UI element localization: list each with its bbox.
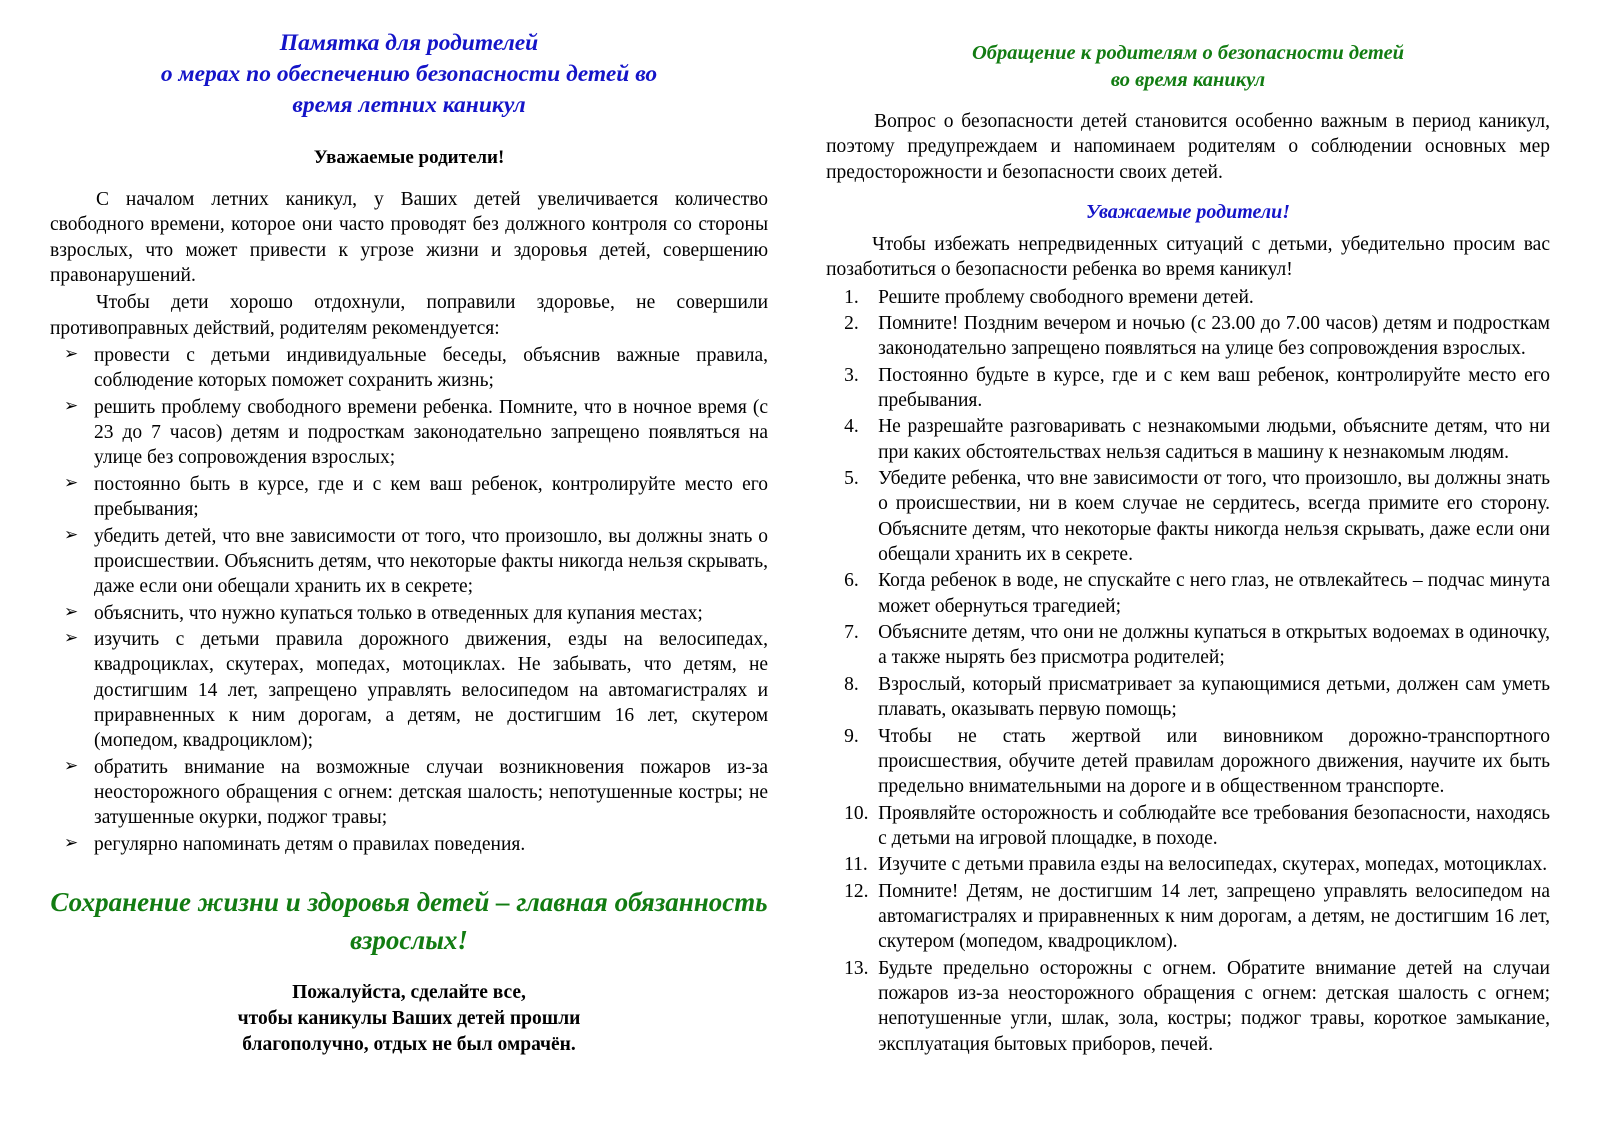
list-item-text: провести с детьми индивидуальные беседы, объяснив важные правила, соблюдение которых поможет сохранить жизнь; [94,345,769,392]
list-item [826,285,1550,310]
list-item-number: 13. [844,957,869,979]
list-item [826,801,1550,852]
list-item-number: 4. [844,416,859,438]
list-item [50,627,768,754]
list-item-number: 9. [844,725,859,747]
list-item-number: 6. [844,570,859,592]
list-item [826,956,1550,1057]
list-item-text: Объясните детям, что они не должны купаться в открытых водоемах в одиночку, а также нырять без присмотра родителей; [878,622,1550,669]
left-closing-block [50,980,768,1058]
list-item-text: регулярно напоминать детям о правилах поведения. [94,833,526,855]
right-salutation: Уважаемые родители! [1086,200,1291,223]
list-item [50,472,768,523]
list-item-number: 10. [844,802,869,824]
list-item-number: 3. [844,364,859,386]
list-item-text: Помните! Поздним вечером и ночью (с 23.00 до 7.00 часов) детям и подросткам законодательно запрещено появляться на улице без сопровождения взрослых. [878,313,1550,360]
list-item [50,524,768,600]
arrow-bullet-icon: ➢ [64,832,79,852]
list-item [50,832,768,857]
list-item [826,620,1550,671]
list-item-text: Проявляйте осторожность и соблюдайте все требования безопасности, находясь с детьми на игровой площадке, в походе. [878,802,1550,849]
left-column [32,28,796,1121]
list-item [826,879,1550,955]
list-item-text: обратить внимание на возможные случаи возникновения пожаров из-за неосторожного обращения с огнем: детская шалость; непотушенные костры; не затушенные окурки, поджог травы; [94,756,769,829]
list-item-number: 12. [844,880,869,902]
list-item-text: Убедите ребенка, что вне зависимости от того, что произошло, вы должны знать о происшествии, ни в коем случае не сердитесь, всегда примите его сторону. Объясните детям, что некоторые факты никогда нельзя скрывать, даже если они обещали хранить их в секрете. [878,468,1550,566]
list-item-text: Будьте предельно осторожны с огнем. Обратите внимание детей на случаи пожаров из-за неосторожного обращения с огнем: детская шалость с огнем; непотушенные угли, шлак, зола, костры; поджог травы, короткое замыкание, эксплуатация бытовых приборов, печей. [878,957,1550,1055]
list-item [50,601,768,626]
list-item-text: Решите проблему свободного времени детей. [878,286,1254,308]
list-item [50,755,768,831]
closing-line-2: чтобы каникулы Ваших детей прошли [237,1007,581,1029]
left-salutation: Уважаемые родители! [313,147,505,169]
right-title-line-2: во время каникул [1110,69,1266,92]
list-item-text: объяснить, что нужно купаться только в отведенных для купания местах; [94,602,703,624]
list-item-text: Чтобы не стать жертвой или виновником дорожно-транспортного происшествия, обучите детей правилам дорожного движения, научите их быть предельно внимательными на дороге и в общественном транспорте. [878,725,1550,798]
arrow-bullet-icon: ➢ [64,627,79,647]
arrow-bullet-icon: ➢ [64,524,79,544]
left-title-line-1: Памятка для родителей [279,30,539,56]
list-item-text: Изучите с детьми правила езды на велосипедах, скутерах, мопедах, мотоциклах. [878,854,1548,876]
list-item [50,343,768,394]
list-item-text: изучить с детьми правила дорожного движения, езды на велосипедах, квадроциклах, скутерах, мопедах, мотоциклах. Не забывать, что детям, не достигшим 14 лет, запрещено управлять велосипедом на автомагистралях и приравненных к ним дорогам, а детям, не достигшим 16 лет, скутером (мопедом, квадроциклом); [94,628,769,752]
list-item-number: 8. [844,673,859,695]
list-item [826,672,1550,723]
list-item [826,568,1550,619]
right-column [796,28,1568,1121]
left-paragraph-2: Чтобы дети хорошо отдохнули, поправили здоровье, не совершили противоправных действий, родителям рекомендуется: [50,292,769,339]
left-title-line-2: о мерах по обеспечению безопасности детей во [160,61,658,88]
list-item-text: Взрослый, который присматривает за купающимися детьми, должен сам уметь плавать, оказывать первую помощь; [878,673,1550,721]
list-item-number: 7. [844,622,859,644]
left-title-line-3: время летних каникул [292,92,526,119]
left-green-banner [50,883,768,960]
arrow-bullet-icon: ➢ [64,395,79,415]
right-title [826,40,1550,95]
list-item-text: решить проблему свободного времени ребенка. Помните, что в ночное время (с 23 до 7 часов) детям и подросткам законодательно запрещено появляться на улице без сопровождения взрослых; [94,396,769,469]
arrow-bullet-icon: ➢ [64,755,79,775]
arrow-bullet-icon: ➢ [64,601,79,621]
list-item [826,466,1550,567]
right-title-line-1: Обращение к родителям о безопасности детей [971,42,1405,64]
list-item-number: 5. [844,468,859,490]
arrow-bullet-icon: ➢ [64,472,79,492]
left-recommendation-list [50,343,768,857]
list-item-text: Постоянно будьте в курсе, где и с кем ваш ребенок, контролируйте место его пребывания. [878,364,1550,412]
banner-line-2: обязанность взрослых! [350,886,768,956]
list-item-number: 2. [844,313,859,334]
right-numbered-list [826,285,1550,1057]
list-item-text: Не разрешайте разговаривать с незнакомыми людьми, объясните детям, что ни при каких обстоятельствах нельзя садиться в машину к незнакомым людям. [878,416,1550,463]
list-item [826,311,1550,362]
right-intro-paragraph: Вопрос о безопасности детей становится особенно важным в период каникул, поэтому предупреждаем и напоминаем родителям о соблюдении основных мер предосторожности и безопасности своих детей. [826,110,1550,183]
arrow-bullet-icon: ➢ [64,344,79,364]
list-item [826,724,1550,800]
list-item-text: Помните! Детям, не достигшим 14 лет, запрещено управлять велосипедом на автомагистралях и приравненных к ним дорогам, а детям, не достигшим 16 лет, скутером (мопедом, квадроциклом). [878,880,1550,953]
list-item [826,852,1550,877]
list-item [826,363,1550,414]
list-item [826,414,1550,465]
left-paragraph-1: С началом летних каникул, у Ваших детей увеличивается количество свободного времени, которое они часто проводят без должного контроля со стороны взрослых, что может привести к угрозе жизни и здоровья детей, совершению правонарушений. [50,189,769,287]
list-item [50,395,768,471]
closing-line-3: благополучно, отдых не был омрачён. [242,1033,576,1055]
list-item-text: постоянно быть в курсе, где и с кем ваш ребенок, контролируйте место его пребывания; [94,473,769,521]
left-title [50,28,768,121]
list-item-text: убедить детей, что вне зависимости от того, что произошло, вы должны знать о происшествии. Объяснить детям, что некоторые факты никогда нельзя скрывать, даже если они обещали хранить их в секрете; [94,525,769,598]
list-item-number: 11. [844,854,868,876]
right-lead-paragraph: Чтобы избежать непредвиденных ситуаций с детьми, убедительно просим вас позаботиться о безопасности ребенка во время каникул! [826,233,1550,281]
list-item-number: 1. [844,286,859,308]
list-item-text: Когда ребенок в воде, не спускайте с него глаз, не отвлекайтесь – подчас минута может обернуться трагедией; [878,570,1550,617]
banner-line-1: Сохранение жизни и здоровья детей – главная [50,886,608,917]
closing-line-1: Пожалуйста, сделайте все, [292,981,526,1003]
